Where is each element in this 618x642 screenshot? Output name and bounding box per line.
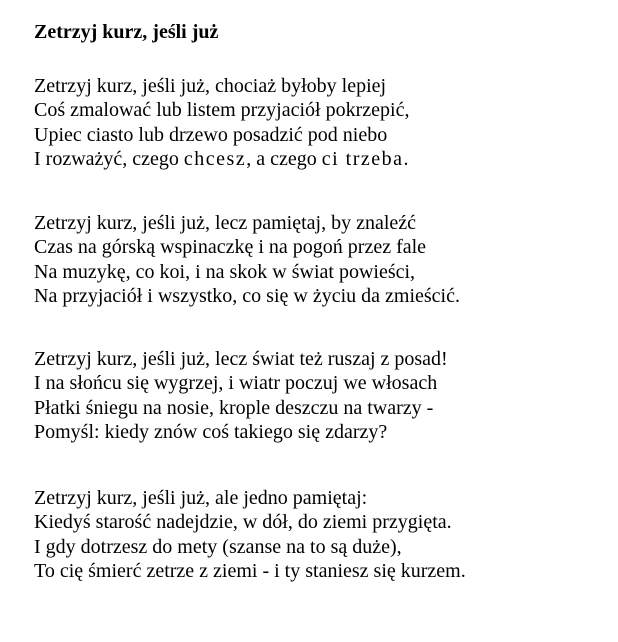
letter-spaced-segment: ci trzeba	[321, 148, 404, 171]
poem-line: Na przyjaciół i wszystko, co się w życiu da zmieścić.	[34, 285, 460, 308]
poem-line-mixed-spacing	[34, 147, 409, 171]
line-segment: , a czego	[246, 148, 322, 171]
line-segment: .	[403, 148, 409, 171]
poem-line: Zetrzyj kurz, jeśli już, lecz świat też ruszaj z posad!	[34, 348, 448, 370]
poem-line: Upiec ciasto lub drzewo posadzić pod niebo	[34, 123, 388, 146]
poem-title: Zetrzyj kurz, jeśli już	[34, 21, 219, 43]
poem-line: Zetrzyj kurz, jeśli już, chociaż byłoby lepiej	[34, 75, 387, 97]
stanza-1	[34, 74, 409, 172]
poem-line: Zetrzyj kurz, jeśli już, lecz pamiętaj, by znaleźć	[34, 212, 417, 234]
stanza-2	[34, 211, 460, 309]
stanza-4	[34, 486, 466, 584]
poem-line: I na słońcu się wygrzej, i wiatr poczuj we włosach	[34, 372, 438, 395]
poem-line: Zetrzyj kurz, jeśli już, ale jedno pamiętaj:	[34, 487, 368, 509]
poem-line: Pomyśl: kiedy znów coś takiego się zdarzy?	[34, 421, 388, 444]
poem-line: Coś zmalować lub listem przyjaciół pokrzepić,	[34, 99, 410, 122]
poem-line: To cię śmierć zetrze z ziemi - i ty staniesz się kurzem.	[34, 560, 466, 583]
poem-line: Kiedyś starość nadejdzie, w dół, do ziemi przygięta.	[34, 511, 452, 534]
letter-spaced-segment: chcesz	[183, 148, 247, 171]
poem-line: I gdy dotrzesz do mety (szanse na to są duże),	[34, 535, 402, 558]
stanza-3	[34, 347, 448, 445]
poem-line: Czas na górską wspinaczkę i na pogoń przez fale	[34, 236, 427, 259]
poem-line: Na muzykę, co koi, i na skok w świat powieści,	[34, 260, 416, 283]
line-segment: I rozważyć, czego	[34, 148, 184, 171]
poem-line: Płatki śniegu na nosie, krople deszczu na twarzy -	[34, 396, 434, 419]
